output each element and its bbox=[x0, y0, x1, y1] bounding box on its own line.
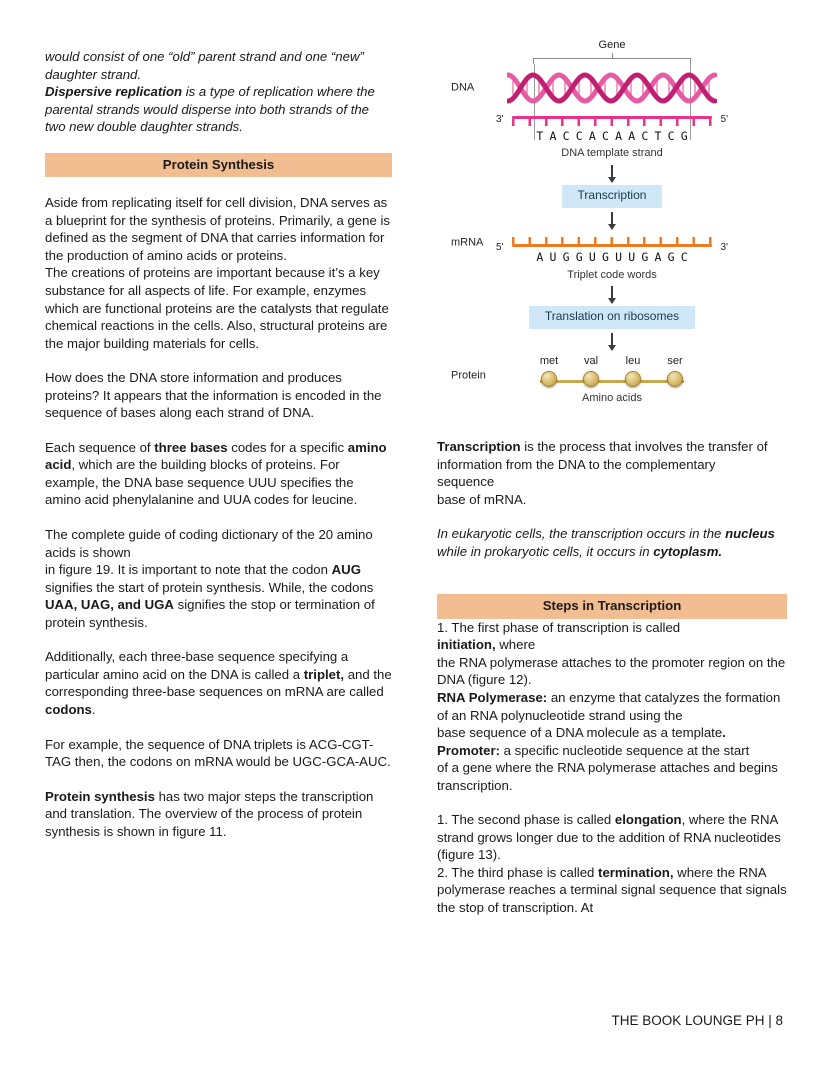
paragraph-three-bases: Each sequence of three bases codes for a specific amino acid, which are the building blocks of proteins. For example, the DNA base sequence UUU specifies the amino acid phenylalanine and UUA codes for leucine. bbox=[45, 439, 387, 508]
mrna-strand-teeth bbox=[512, 237, 712, 244]
page-footer: THE BOOK LOUNGE PH | 8 bbox=[611, 1013, 783, 1028]
protein-synthesis-figure bbox=[437, 38, 787, 430]
paragraph-coding-dictionary: The complete guide of coding dictionary of the 20 amino acids is shown in figure 19. It is important to note that the codon AUG signifies the start of protein synthesis. While, the codons UAA, UAG, and UGA signifies the stop or termination of protein synthesis. bbox=[45, 527, 375, 630]
dna-label: DNA bbox=[451, 81, 475, 94]
paragraph-termination: 2. The third phase is called termination, where the RNA polymerase reaches a terminal signal sequence that signals the stop of transcription. At bbox=[437, 864, 787, 916]
section-header-protein-synthesis: Protein Synthesis bbox=[45, 153, 392, 178]
spacer bbox=[45, 509, 392, 526]
section-header-steps-in-transcription: Steps in Transcription bbox=[437, 594, 787, 619]
spacer bbox=[437, 794, 787, 811]
paragraph-promoter: Promoter: a specific nucleotide sequence at the start of a gene where the RNA polymerase attaches and begins transcription. bbox=[437, 742, 778, 793]
dna-5-prime-label: 5' bbox=[720, 113, 728, 125]
amino-acid-val bbox=[574, 354, 608, 391]
gene-label: Gene bbox=[598, 39, 626, 51]
paragraph-protein-importance: The creations of proteins are important because it’s a key substance for all aspects of life. For example, enzymes which are functional proteins are the catalysts that regulate chemical reactions in the cells. Also, structural proteins are the major building materials for cells. bbox=[45, 265, 389, 351]
paragraph-dna-information: How does the DNA store information and produces proteins? It appears that the information is encoded in the sequence of bases along each strand of DNA. bbox=[45, 370, 382, 421]
down-arrow-icon bbox=[611, 165, 613, 182]
mrna-strand-block bbox=[437, 237, 787, 282]
triplet-code-caption: Triplet code words bbox=[567, 268, 657, 281]
amino-acid-bead-icon bbox=[625, 371, 641, 387]
paragraph-dna-blueprint: Aside from replicating itself for cell division, DNA serves as a blueprint for the synthesis of proteins. Primarily, a gene is defined as the segment of DNA that carries information for the production of amino acids or proteins. bbox=[45, 195, 390, 263]
amino-acid-label: met bbox=[539, 355, 559, 368]
spacer bbox=[437, 430, 787, 438]
paragraph-transcription-definition: Transcription is the process that involves the transfer of information from the DNA to the complementary sequence base of mRNA. bbox=[437, 439, 768, 507]
mrna-5-prime-label: 5' bbox=[496, 241, 504, 253]
dna-helix-row bbox=[437, 68, 787, 108]
transcription-process-box: Transcription bbox=[562, 185, 663, 208]
amino-acid-label: val bbox=[583, 355, 599, 368]
mrna-label: mRNA bbox=[451, 236, 484, 249]
spacer bbox=[45, 719, 392, 736]
paragraph-initiation: 1. The first phase of transcription is called initiation, where the RNA polymerase attaches to the promoter region on the DNA (figure 12). bbox=[437, 619, 786, 688]
translation-process-box: Translation on ribosomes bbox=[529, 306, 695, 329]
paragraph-rna-polymerase: RNA Polymerase: an enzyme that catalyzes the formation of an RNA polynucleotide strand using the base sequence of a DNA molecule as a template. bbox=[437, 690, 781, 741]
dna-template-strand-block bbox=[437, 113, 787, 161]
amino-acid-label: leu bbox=[625, 355, 641, 368]
dna-double-helix-illustration bbox=[507, 68, 717, 108]
amino-acid-bead-icon bbox=[667, 371, 683, 387]
spacer bbox=[437, 508, 787, 525]
spacer bbox=[45, 136, 392, 153]
dna-strand-teeth bbox=[512, 119, 712, 126]
paragraph-eukaryotic-prokaryotic: In eukaryotic cells, the transcription occurs in the nucleus while in prokaryotic cells, it occurs in cytoplasm. bbox=[437, 526, 775, 559]
dna-template-sequence: TACCACAACTCG bbox=[536, 129, 694, 144]
right-column bbox=[437, 38, 787, 917]
dna-template-caption: DNA template strand bbox=[561, 147, 663, 160]
amino-acid-label: ser bbox=[667, 355, 683, 368]
amino-acids-caption: Amino acids bbox=[582, 392, 642, 405]
amino-acid-leu bbox=[616, 354, 650, 391]
paragraph-triplet-codons: Additionally, each three-base sequence specifying a particular amino acid on the DNA is called a triplet, and the corresponding three-base sequences on mRNA are called codons. bbox=[45, 649, 392, 717]
protein-label: Protein bbox=[451, 370, 486, 383]
down-arrow-icon bbox=[611, 212, 613, 229]
paragraph-two-major-steps: Protein synthesis has two major steps the transcription and translation. The overview of the process of protein synthesis is shown in figure 11. bbox=[45, 788, 374, 839]
down-arrow-icon bbox=[611, 333, 613, 350]
down-arrow-icon bbox=[611, 286, 613, 303]
mrna-strand-bar bbox=[512, 244, 712, 248]
spacer bbox=[45, 177, 392, 194]
left-column bbox=[45, 48, 392, 840]
mrna-strand bbox=[496, 237, 728, 253]
amino-acid-met bbox=[532, 354, 566, 391]
paragraph-elongation: 1. The second phase is called elongation, where the RNA strand grows longer due to the addition of RNA nucleotides (figure 13). bbox=[437, 812, 781, 863]
dna-3-prime-label: 3' bbox=[496, 113, 504, 125]
spacer bbox=[45, 352, 392, 369]
paragraph-triplet-example: For example, the sequence of DNA triplets is ACG-CGT-TAG then, the codons on mRNA would be UGC-GCA-AUC. bbox=[45, 736, 391, 770]
amino-acid-ser bbox=[658, 354, 692, 391]
dna-template-strand bbox=[496, 113, 728, 127]
spacer bbox=[45, 631, 392, 648]
paragraph-semiconservative-tail: would consist of one “old” parent strand and one “new” daughter strand. bbox=[45, 49, 364, 82]
amino-acid-bead-icon bbox=[541, 371, 557, 387]
paragraph-dispersive-replication: Dispersive replication is a type of replication where the parental strands would disperse into both strands of the two new double daughter strands. bbox=[45, 84, 375, 135]
protein-row bbox=[437, 354, 787, 390]
gene-bracket bbox=[533, 58, 691, 64]
spacer bbox=[437, 560, 787, 594]
amino-acid-beads bbox=[532, 354, 692, 390]
mrna-3-prime-label: 3' bbox=[720, 241, 728, 253]
amino-acid-bead-icon bbox=[583, 371, 599, 387]
spacer bbox=[45, 422, 392, 439]
spacer bbox=[45, 771, 392, 788]
mrna-sequence: AUGGUGUUGAGC bbox=[536, 250, 694, 265]
